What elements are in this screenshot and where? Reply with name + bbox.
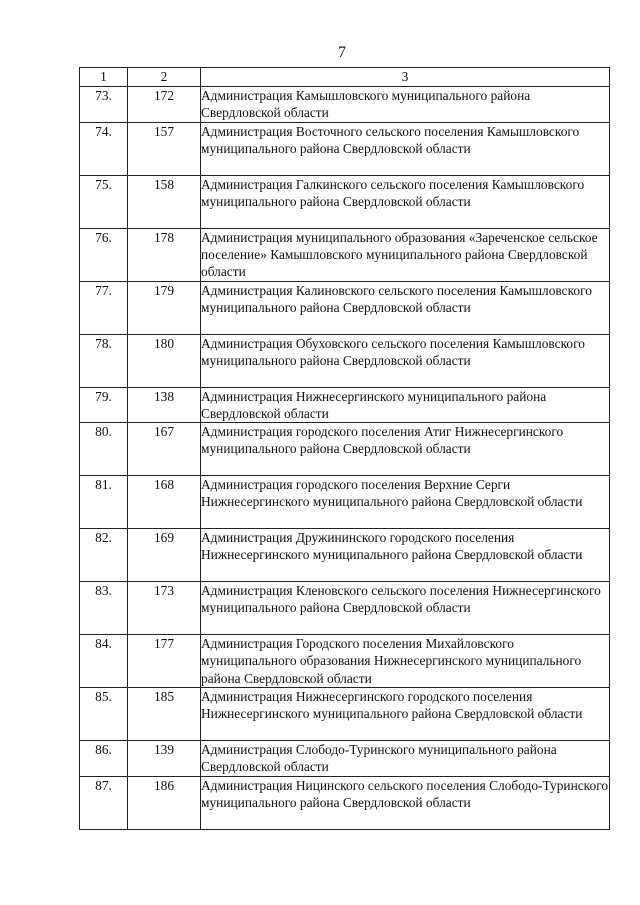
row-number: 85.	[80, 688, 128, 741]
table-row	[80, 387, 610, 423]
organization-code: 178	[128, 228, 201, 281]
organization-code: 157	[128, 122, 201, 175]
organization-name: Администрация Нижнесергинского муниципального района Свердловской области	[201, 387, 610, 423]
row-number: 77.	[80, 281, 128, 334]
table-row	[80, 228, 610, 281]
row-number: 83.	[80, 582, 128, 635]
organization-code: 180	[128, 334, 201, 387]
organization-name: Администрация Калиновского сельского поселения Камышловского муниципального района Свердловской области	[201, 281, 610, 334]
table-row	[80, 122, 610, 175]
organization-code: 138	[128, 387, 201, 423]
row-number: 78.	[80, 334, 128, 387]
table-header-row	[80, 68, 610, 87]
organization-name: Администрация Дружининского городского поселения Нижнесергинского муниципального района Свердловской области	[201, 529, 610, 582]
organization-code: 179	[128, 281, 201, 334]
row-number: 87.	[80, 776, 128, 829]
row-number: 76.	[80, 228, 128, 281]
row-number: 82.	[80, 529, 128, 582]
organization-code: 158	[128, 175, 201, 228]
organization-code: 167	[128, 423, 201, 476]
organization-code: 169	[128, 529, 201, 582]
column-header-3: 3	[201, 68, 610, 87]
table-row	[80, 741, 610, 777]
organization-name: Администрация Ницинского сельского поселения Слободо-Туринского муниципального района Свердловской области	[201, 776, 610, 829]
table-row	[80, 476, 610, 529]
organization-name: Администрация Галкинского сельского поселения Камышловского муниципального района Свердловской области	[201, 175, 610, 228]
page-number: 7	[338, 44, 346, 61]
organizations-table	[79, 67, 610, 830]
organization-name: Администрация городского поселения Верхние Серги Нижнесергинского муниципального района Свердловской области	[201, 476, 610, 529]
table-row	[80, 776, 610, 829]
organization-name: Администрация Городского поселения Михайловского муниципального образования Нижнесергинского муниципального района Свердловской области	[201, 635, 610, 688]
organization-name: Администрация Слободо-Туринского муниципального района Свердловской области	[201, 741, 610, 777]
row-number: 81.	[80, 476, 128, 529]
row-number: 74.	[80, 122, 128, 175]
column-header-1: 1	[80, 68, 128, 87]
organization-code: 186	[128, 776, 201, 829]
organization-name: Администрация городского поселения Атиг Нижнесергинского муниципального района Свердловской области	[201, 423, 610, 476]
table-row	[80, 87, 610, 123]
organization-code: 139	[128, 741, 201, 777]
organization-code: 185	[128, 688, 201, 741]
organization-name: Администрация Кленовского сельского поселения Нижнесергинского муниципального района Свердловской области	[201, 582, 610, 635]
organization-name: Администрация муниципального образования «Зареченское сельское поселение» Камышловского муниципального района Свердловской области	[201, 228, 610, 281]
table-row	[80, 423, 610, 476]
table-row	[80, 688, 610, 741]
row-number: 79.	[80, 387, 128, 423]
table-row	[80, 582, 610, 635]
row-number: 80.	[80, 423, 128, 476]
table-row	[80, 529, 610, 582]
row-number: 73.	[80, 87, 128, 123]
row-number: 84.	[80, 635, 128, 688]
table-body	[80, 87, 610, 830]
organization-code: 177	[128, 635, 201, 688]
row-number: 75.	[80, 175, 128, 228]
organization-code: 172	[128, 87, 201, 123]
table-row	[80, 635, 610, 688]
organization-name: Администрация Нижнесергинского городского поселения Нижнесергинского муниципального района Свердловской области	[201, 688, 610, 741]
organization-name: Администрация Камышловского муниципального района Свердловской области	[201, 87, 610, 123]
row-number: 86.	[80, 741, 128, 777]
organization-code: 173	[128, 582, 201, 635]
table-row	[80, 334, 610, 387]
organization-name: Администрация Обуховского сельского поселения Камышловского муниципального района Свердловской области	[201, 334, 610, 387]
table-row	[80, 281, 610, 334]
organization-name: Администрация Восточного сельского поселения Камышловского муниципального района Свердловской области	[201, 122, 610, 175]
organization-code: 168	[128, 476, 201, 529]
column-header-2: 2	[128, 68, 201, 87]
table-row	[80, 175, 610, 228]
